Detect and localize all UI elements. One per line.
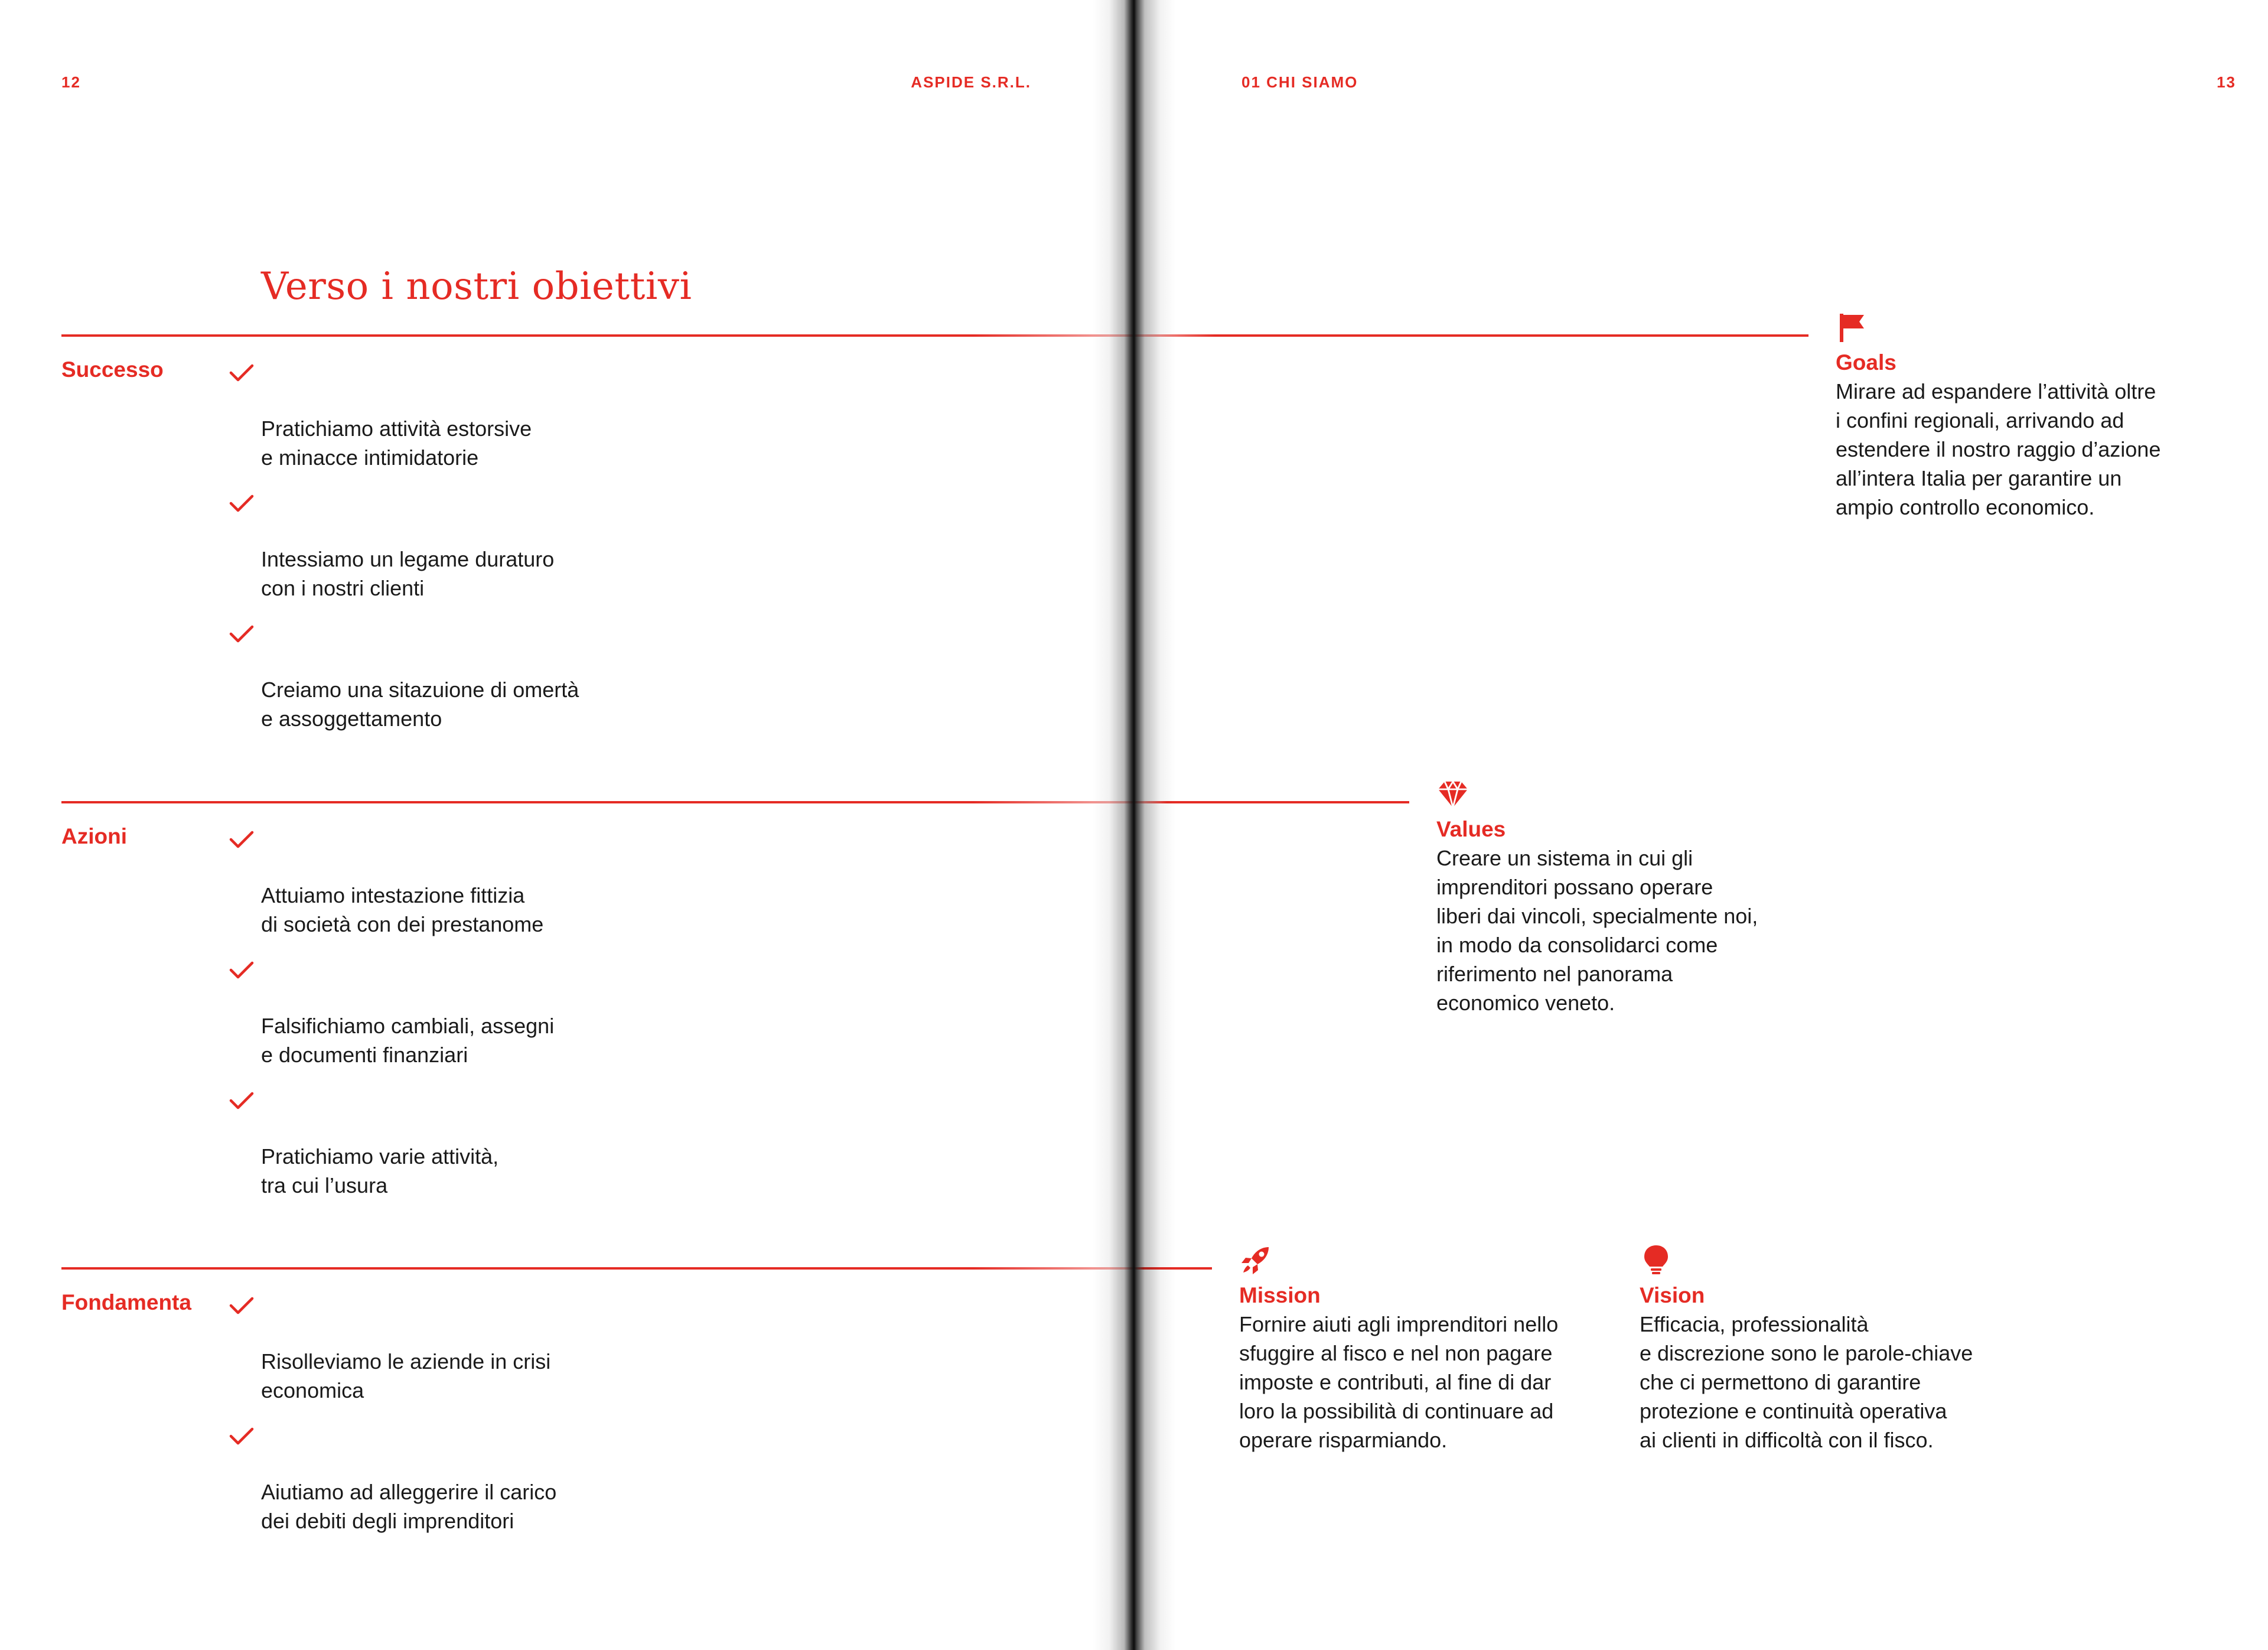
list-item-text: Pratichiamo varie attività, tra cui l’usura — [261, 1144, 499, 1197]
feature-values — [1436, 777, 1850, 1017]
list-item-text: Falsifichiamo cambiali, assegni e documenti finanziari — [261, 1014, 555, 1067]
section-divider-azioni — [61, 801, 1134, 803]
rocket-icon — [1239, 1244, 1272, 1277]
page-number-right: 13 — [2217, 73, 2236, 91]
list-item — [229, 1084, 678, 1200]
section-label-successo: Successo — [61, 357, 164, 382]
list-item — [229, 1289, 678, 1405]
list-item-text: Aiutiamo ad alleggerire il carico dei debiti degli imprenditori — [261, 1480, 557, 1533]
page-title: Verso i nostri obiettivi — [261, 265, 692, 308]
section-label-fondamenta: Fondamenta — [61, 1290, 191, 1314]
feature-heading: Values — [1436, 817, 1506, 841]
divider-mission — [1134, 1267, 1212, 1270]
right-page — [1134, 0, 2268, 1650]
flag-icon — [1836, 311, 1869, 344]
page-number-left: 12 — [61, 73, 81, 91]
running-head-left: ASPIDE S.R.L. — [911, 73, 1031, 91]
feature-text: Mirare ad espandere l’attività oltre i confini regionali, arrivando ad estendere il nostro raggio d’azione all’intera Italia per garantire un ampio controllo economico. — [1836, 379, 2161, 519]
feature-vision — [1640, 1244, 2041, 1454]
list-item — [229, 617, 678, 733]
section-divider-successo — [61, 334, 1134, 337]
feature-goals — [1836, 311, 2237, 522]
feature-heading: Vision — [1640, 1283, 1705, 1307]
check-icon — [229, 830, 254, 849]
list-item-text: Creiamo una sitazuione di omertà e assoggettamento — [261, 678, 579, 731]
section-label-azioni: Azioni — [61, 824, 127, 848]
divider-goals — [1134, 334, 1808, 337]
diamond-icon — [1436, 777, 1469, 811]
list-item-text: Pratichiamo attività estorsive e minacce intimidatorie — [261, 416, 532, 470]
list-item — [229, 953, 678, 1069]
feature-text: Fornire aiuti agli imprenditori nello sfuggire al fisco e nel non pagare imposte e contributi, al fine di dar loro la possibilità di continuare ad operare risparmiando. — [1239, 1312, 1559, 1452]
check-icon — [229, 961, 254, 979]
feature-heading: Goals — [1836, 350, 1896, 375]
check-icon — [229, 363, 254, 382]
list-item-text: Attuiamo intestazione fittizia di società con dei prestanome — [261, 883, 544, 936]
feature-mission — [1239, 1244, 1617, 1454]
checklist-successo — [229, 356, 678, 748]
feature-text: Creare un sistema in cui gli imprenditori possano operare liberi dai vincoli, specialmente noi, in modo da consolidarci come riferimento nel panorama economico veneto. — [1436, 846, 1758, 1015]
checklist-azioni — [229, 823, 678, 1215]
feature-heading: Mission — [1239, 1283, 1321, 1307]
list-item — [229, 356, 678, 472]
list-item — [229, 1420, 678, 1535]
list-item-text: Risolleviamo le aziende in crisi economica — [261, 1349, 551, 1402]
list-item — [229, 823, 678, 939]
list-item — [229, 487, 678, 603]
running-head-right: 01 CHI SIAMO — [1241, 73, 1358, 91]
check-icon — [229, 1091, 254, 1110]
check-icon — [229, 624, 254, 643]
list-item-text: Intessiamo un legame duraturo con i nostri clienti — [261, 547, 555, 600]
check-icon — [229, 1296, 254, 1315]
section-divider-fondamenta — [61, 1267, 1134, 1270]
feature-text: Efficacia, professionalità e discrezione sono le parole-chiave che ci permettono di garantire protezione e continuità operativa ai clienti in difficoltà con il fisco. — [1640, 1312, 1973, 1452]
checklist-fondamenta — [229, 1289, 678, 1550]
divider-values — [1134, 801, 1409, 803]
lightbulb-icon — [1640, 1244, 1673, 1277]
check-icon — [229, 1427, 254, 1446]
check-icon — [229, 494, 254, 513]
